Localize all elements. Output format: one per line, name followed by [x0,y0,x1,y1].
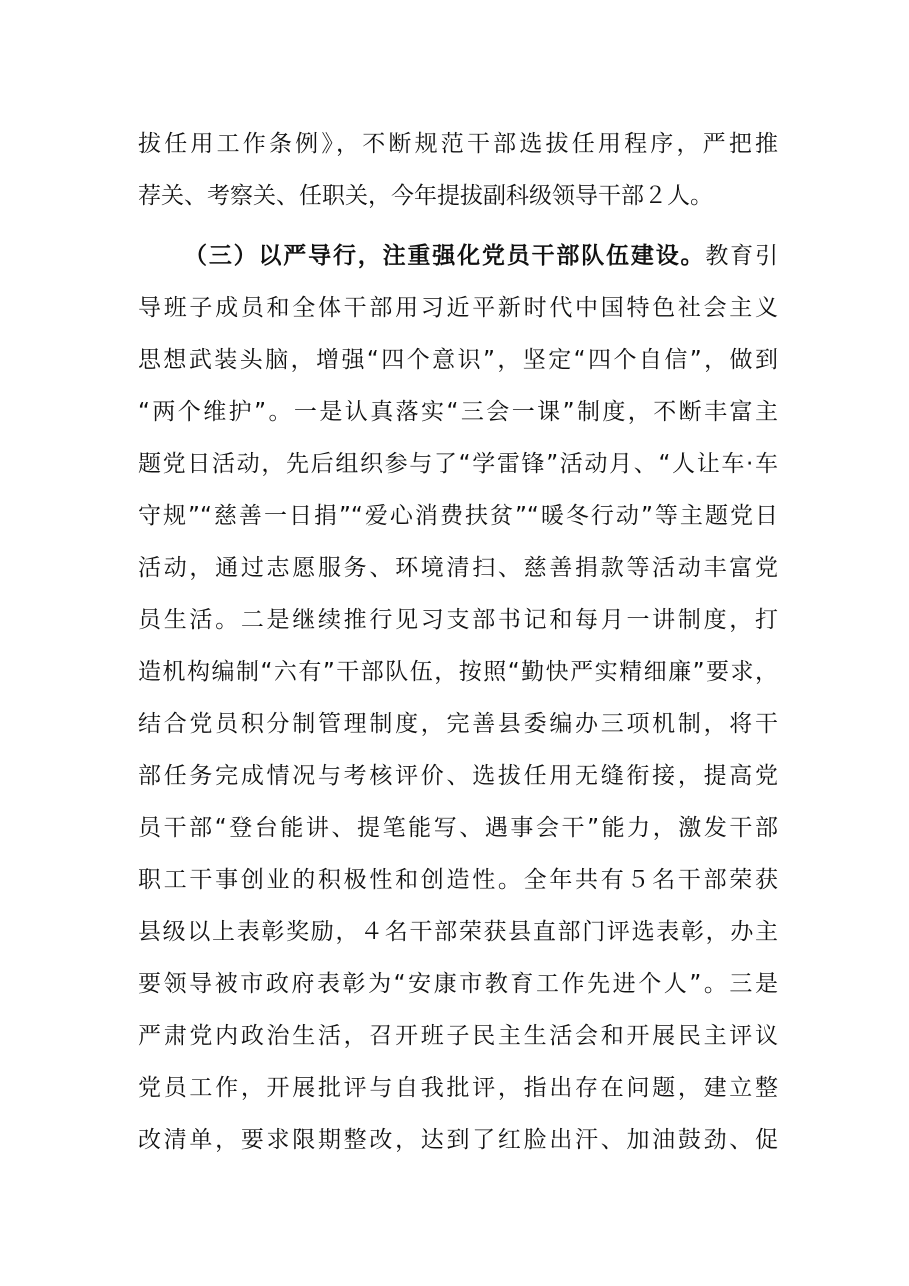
paragraph-2-line: 题党日活动，先后组织参与了“学雷锋”活动月、“人让车·车 [138,451,778,477]
paragraph-2-line: 党员工作，开展批评与自我批评，指出存在问题，建立整 [138,1075,778,1101]
paragraph-2-line: “两个维护”。一是认真落实“三会一课”制度，不断丰富主 [138,399,778,425]
paragraph-gap [138,222,778,230]
paragraph-2-line-1-rest: 教育引 [705,243,778,269]
body-text [138,118,778,1166]
paragraph-2-line: 员生活。二是继续推行见习支部书记和每月一讲制度，打 [138,607,778,633]
paragraph-2-line: 要领导被市政府表彰为“安康市教育工作先进个人”。三是 [138,971,778,997]
paragraph-1-line-1: 拔任用工作条例》，不断规范干部选拔任用程序，严把推 [138,131,778,157]
section-heading: （三）以严导行，注重强化党员干部队伍建设。 [184,243,706,269]
paragraph-2-line: 员干部“登台能讲、提笔能写、遇事会干”能力，激发干部 [138,815,778,841]
paragraph-2-line: 思想武装头脑，增强“四个意识”，坚定“四个自信”，做到 [138,347,778,373]
paragraph-2-line: 结合党员积分制管理制度，完善县委编办三项机制，将干 [138,711,778,737]
paragraph-2-line: 守规”“慈善一日捐”“爱心消费扶贫”“暖冬行动”等主题党日 [138,503,778,529]
paragraph-1-line-2: 荐关、考察关、任职关，今年提拔副科级领导干部２人。 [138,183,713,209]
paragraph-2-line: 职工干事创业的积极性和创造性。全年共有５名干部荣获 [138,867,778,893]
paragraph-2-line: 部任务完成情况与考核评价、选拔任用无缝衔接，提高党 [138,763,778,789]
paragraph-2-line-1 [138,230,778,282]
paragraph-2-line: 改清单，要求限期整改，达到了红脸出汗、加油鼓劲、促 [138,1127,778,1153]
paragraph-2-line: 活动，通过志愿服务、环境清扫、慈善捐款等活动丰富党 [138,555,778,581]
paragraph-2-line: 导班子成员和全体干部用习近平新时代中国特色社会主义 [138,295,778,321]
paragraph-2-line: 县级以上表彰奖励，４名干部荣获县直部门评选表彰，办主 [138,919,778,945]
paragraph-2-line: 造机构编制“六有”干部队伍，按照“勤快严实精细廉”要求， [138,659,778,685]
paragraph-2-line: 严肃党内政治生活，召开班子民主生活会和开展民主评议 [138,1023,778,1049]
